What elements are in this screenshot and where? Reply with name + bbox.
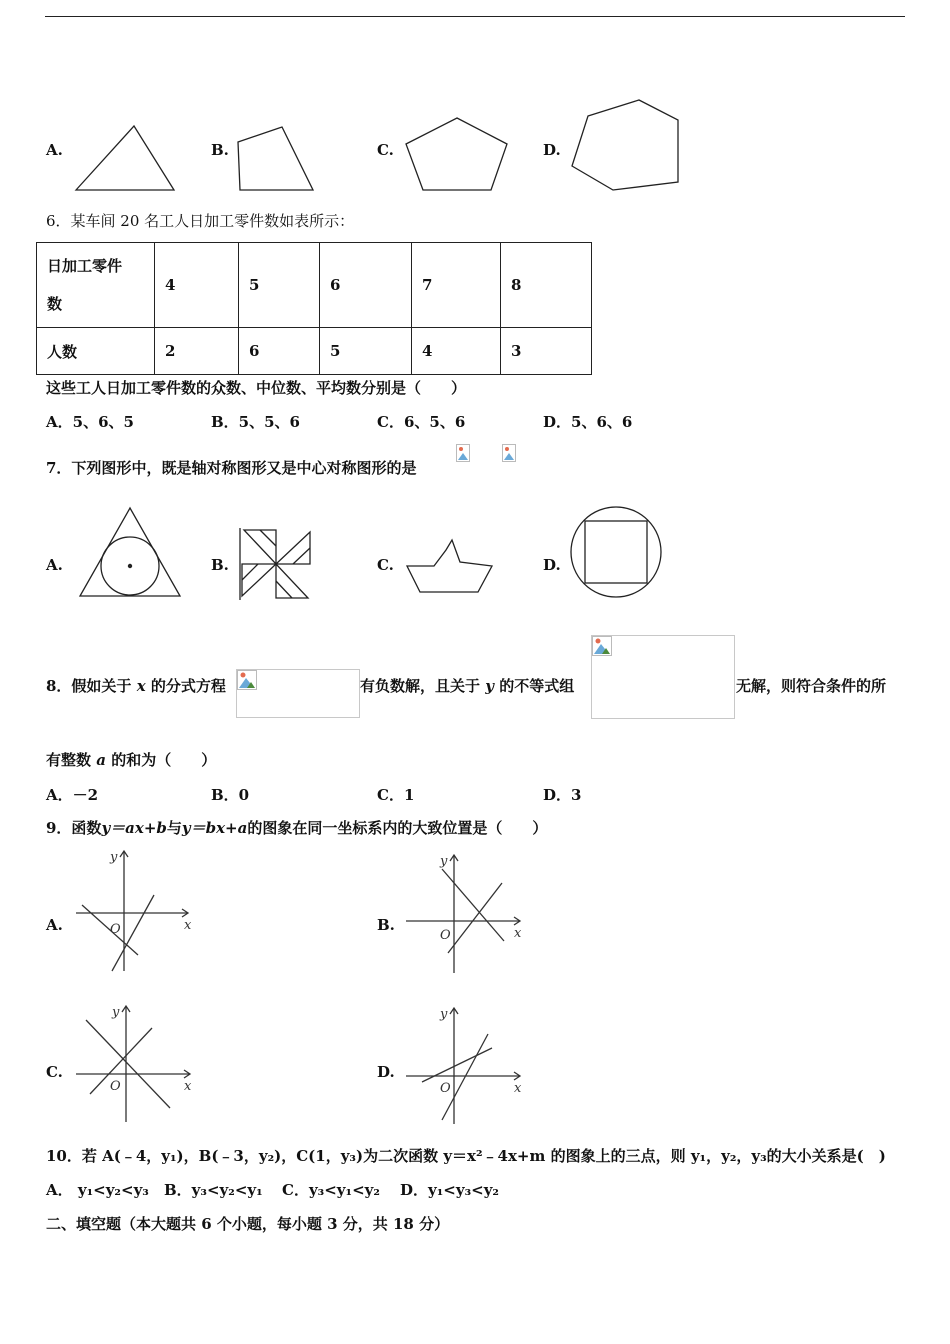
q7-pinwheel-figure	[238, 524, 314, 602]
q9-function1: y＝ax+b	[101, 819, 167, 837]
y-axis-label: y	[110, 850, 118, 865]
table-cell: 6	[239, 328, 320, 375]
q8-var-x: x	[136, 677, 146, 695]
table-cell: 3	[501, 328, 592, 375]
y-axis-label: y	[112, 1005, 120, 1020]
q6-data-table	[36, 242, 592, 375]
q9-graph-d	[402, 1000, 528, 1128]
q8-line2-part2: 的和为（ ）	[111, 751, 217, 769]
table-cell: 5	[239, 243, 320, 328]
table-cell: 2	[155, 328, 239, 375]
origin-label: O	[440, 1081, 451, 1096]
q6-option-a: A．5、6、5	[46, 413, 134, 431]
q7-triangle-circle-figure	[76, 504, 184, 600]
q8-line1-mid	[360, 676, 574, 696]
broken-image-icon	[502, 444, 516, 462]
q6-question: 这些工人日加工零件数的众数、中位数、平均数分别是（ ）	[46, 379, 467, 397]
q9-graph-b	[402, 849, 528, 977]
q5-option-b-label: B.	[211, 141, 229, 159]
table-header-cell	[37, 243, 155, 328]
table-cell: 6	[320, 243, 412, 328]
x-axis-label: x	[514, 1081, 522, 1096]
q8-var-a: a	[96, 751, 106, 769]
y-axis-label: y	[440, 1007, 448, 1022]
table-cell: 7	[412, 243, 501, 328]
q8-line2-part1: 有整数	[46, 751, 92, 769]
broken-image-icon	[237, 670, 257, 690]
origin-label: O	[110, 1079, 121, 1094]
q9-option-c-label: C.	[46, 1063, 63, 1081]
q10-option-a: A． y₁<y₂<y₃	[46, 1181, 149, 1199]
q8-option-a: A．－2	[46, 786, 99, 804]
q8-inequality-image-placeholder	[591, 635, 735, 719]
q6-option-c: C．6、5、6	[377, 413, 466, 431]
q5-option-c-label: C.	[377, 141, 394, 159]
q8-text-part2: 的分式方程	[150, 677, 226, 695]
q9-stem	[46, 818, 547, 838]
q10-stem: 10．若 A(﹣4，y₁)，B(﹣3，y₂)，C(1，y₃)为二次函数 y＝x²﹣4x+m 的图象上的三点，则 y₁，y₂，y₃的大小关系是( )	[46, 1147, 886, 1165]
q8-line2	[46, 750, 216, 770]
origin-label: O	[440, 928, 451, 943]
table-cell: 5	[320, 328, 412, 375]
table-header-line1: 日加工零件	[47, 257, 123, 275]
table-header-cell: 人数	[37, 328, 155, 375]
q8-var-y: y	[485, 677, 494, 695]
q9-function2: y＝bx+a	[181, 819, 248, 837]
q5-triangle-figure	[70, 120, 180, 196]
q5-pentagon-figure	[400, 112, 515, 196]
q8-line1	[46, 676, 226, 696]
header-rule	[45, 16, 905, 17]
q6-stem: 6．某车间 20 名工人日加工零件数如表所示：	[46, 212, 355, 230]
q8-text-part5: 无解，则符合条件的所	[736, 677, 887, 695]
q9-option-a-label: A.	[46, 916, 63, 934]
q10-option-c: C．y₃<y₁<y₂	[282, 1181, 380, 1199]
broken-image-icon	[592, 636, 612, 656]
table-cell: 8	[501, 243, 592, 328]
origin-label: O	[110, 922, 121, 937]
q8-equation-image-placeholder	[236, 669, 360, 718]
q9-stem-part1: 9．函数	[46, 819, 102, 837]
q8-option-b: B．0	[211, 786, 250, 804]
table-cell: 4	[412, 328, 501, 375]
y-axis-label: y	[440, 854, 448, 869]
q5-option-a-label: A.	[46, 141, 63, 159]
q7-stem: 7．下列图形中，既是轴对称图形又是中心对称图形的是	[46, 459, 417, 477]
q8-text-part3: 有负数解，且关于	[360, 677, 481, 695]
q9-graph-c	[72, 998, 198, 1126]
x-axis-label: x	[184, 1079, 192, 1094]
q7-option-c-label: C.	[377, 556, 394, 574]
q7-option-d-label: D.	[543, 556, 561, 574]
q9-option-b-label: B.	[377, 916, 395, 934]
q5-option-d-label: D.	[543, 141, 561, 159]
q7-option-b-label: B.	[211, 556, 229, 574]
q8-text-part4: 的不等式组	[499, 677, 575, 695]
x-axis-label: x	[184, 918, 192, 933]
q9-stem-part3: 的图象在同一坐标系内的大致位置是（ ）	[247, 819, 548, 837]
q9-stem-part2: 与	[166, 819, 182, 837]
q8-option-d: D．3	[543, 786, 582, 804]
x-axis-label: x	[514, 926, 522, 941]
broken-image-icon	[456, 444, 470, 462]
q7-square-in-circle-figure	[568, 504, 664, 600]
q8-option-c: C．1	[377, 786, 415, 804]
q6-option-d: D．5、6、6	[543, 413, 633, 431]
q7-boat-figure	[402, 534, 496, 598]
q7-option-a-label: A.	[46, 556, 63, 574]
q9-graph-a	[72, 843, 198, 975]
q10-option-b: B．y₃<y₂<y₁	[164, 1181, 263, 1199]
q5-quadrilateral-figure	[232, 120, 322, 196]
q5-hexagon-figure	[566, 94, 684, 196]
q9-option-d-label: D.	[377, 1063, 395, 1081]
q6-option-b: B．5、5、6	[211, 413, 300, 431]
q8-text-part1: 8．假如关于	[46, 677, 132, 695]
q10-option-d: D．y₁<y₃<y₂	[400, 1181, 500, 1199]
table-cell: 4	[155, 243, 239, 328]
section-2-title: 二、填空题（本大题共 6 个小题，每小题 3 分，共 18 分）	[46, 1215, 450, 1233]
table-header-line2: 数	[47, 295, 63, 313]
